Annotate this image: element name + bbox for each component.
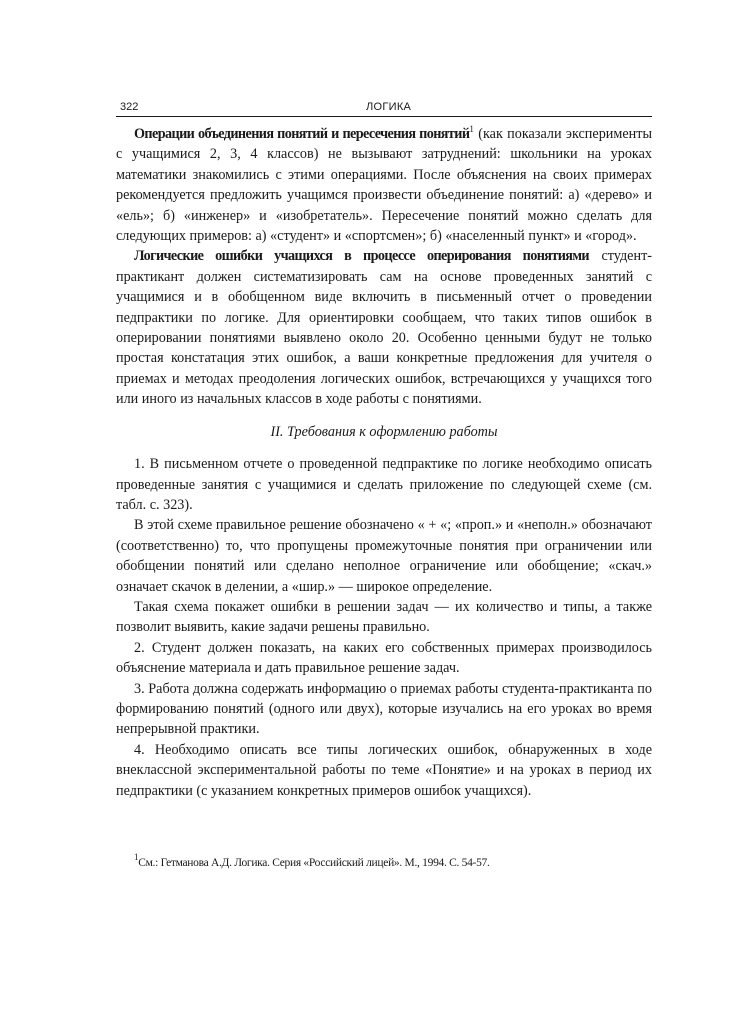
paragraph-item-1: 1. В письменном отчете о проведенной педпрактике по логике необходимо описать проведенные занятия с учащимися и сделать приложение по следующей схеме (см. табл. с. 323). <box>116 456 652 513</box>
running-head <box>116 100 652 117</box>
paragraph-text: (как показали эксперименты с учащимися 2, 3, 4 классов) не вызывают затруднений: школьники на уроках математики знакомились с этими операциями. После объяснения на своих примерах рекомендуется предложить учащимся произвести объединение понятий: а) «дерево» и «ель»; б) «инженер» и «изобретатель». Пересечение понятий можно сделать для следующих примеров: а) «студент» и «спортсмен»; б) «населенный пункт» и «город». <box>116 126 652 245</box>
footnote-text: См.: Гетманова А.Д. Логика. Серия «Российский лицей». М., 1994. С. 54-57. <box>138 857 490 869</box>
paragraph-item-4: 4. Необходимо описать все типы логических ошибок, обнаруженных в ходе внеклассной экспериментальной работы по теме «Понятие» и на уроках в период их педпрактики (с указанием конкретных примеров ошибок учащихся). <box>116 741 652 799</box>
paragraph-lead: Логические ошибки учащихся в процессе оперирования понятиями <box>134 248 590 265</box>
body-text <box>116 124 652 801</box>
paragraph-lead: Операции объединения понятий и пересечения понятий <box>134 126 470 142</box>
footnote <box>134 852 654 870</box>
running-head-title: ЛОГИКА <box>366 101 412 113</box>
paragraph-logical-errors <box>116 246 652 409</box>
paragraph-text: студент-практикант должен систематизировать сам на основе проведенных занятий с учащимися и в обобщенном виде включить в письменный отчет о проведении педпрактики по логике. Для ориентировки сообщаем, что таких типов ошибок в оперировании понятиями выявлено около 20. Особенно ценными будут не только простая констатация этих ошибок, а ваши конкретные предложения для учителя о приемах и методах преодоления логических ошибок, встречающихся у учащихся того или иного из начальных классов в ходе работы с понятиями. <box>116 248 652 408</box>
page-number: 322 <box>120 101 139 113</box>
paragraph-item-2: 2. Студент должен показать, на каких его собственных примерах производилось объяснение материала и дать правильное решение задач. <box>116 639 652 677</box>
paragraph-concept-operations <box>116 124 652 246</box>
footnote-marker: 1 <box>134 852 139 862</box>
section-title: II. Требования к оформлению работы <box>270 423 498 440</box>
footnote-reference[interactable]: 1 <box>469 124 474 134</box>
paragraph-scheme-notation: В этой схеме правильное решение обозначено « + «; «проп.» и «неполн.» обозначают (соответственно) то, что пропущены промежуточные понятия при ограничении или обобщении понятий или сделано неполное ограничение или обобщение; «скач.» означает скачок в делении, а «шир.» — широкое определение. <box>116 517 652 595</box>
paragraph-scheme-purpose: Такая схема покажет ошибки в решении задач — их количество и типы, а также позволит выявить, какие задачи решены правильно. <box>116 598 652 636</box>
paragraph-item-3: 3. Работа должна содержать информацию о приемах работы студента-практиканта по формированию понятий (одного или двух), которые изучались на его уроках во время непрерывной практики. <box>116 680 652 738</box>
